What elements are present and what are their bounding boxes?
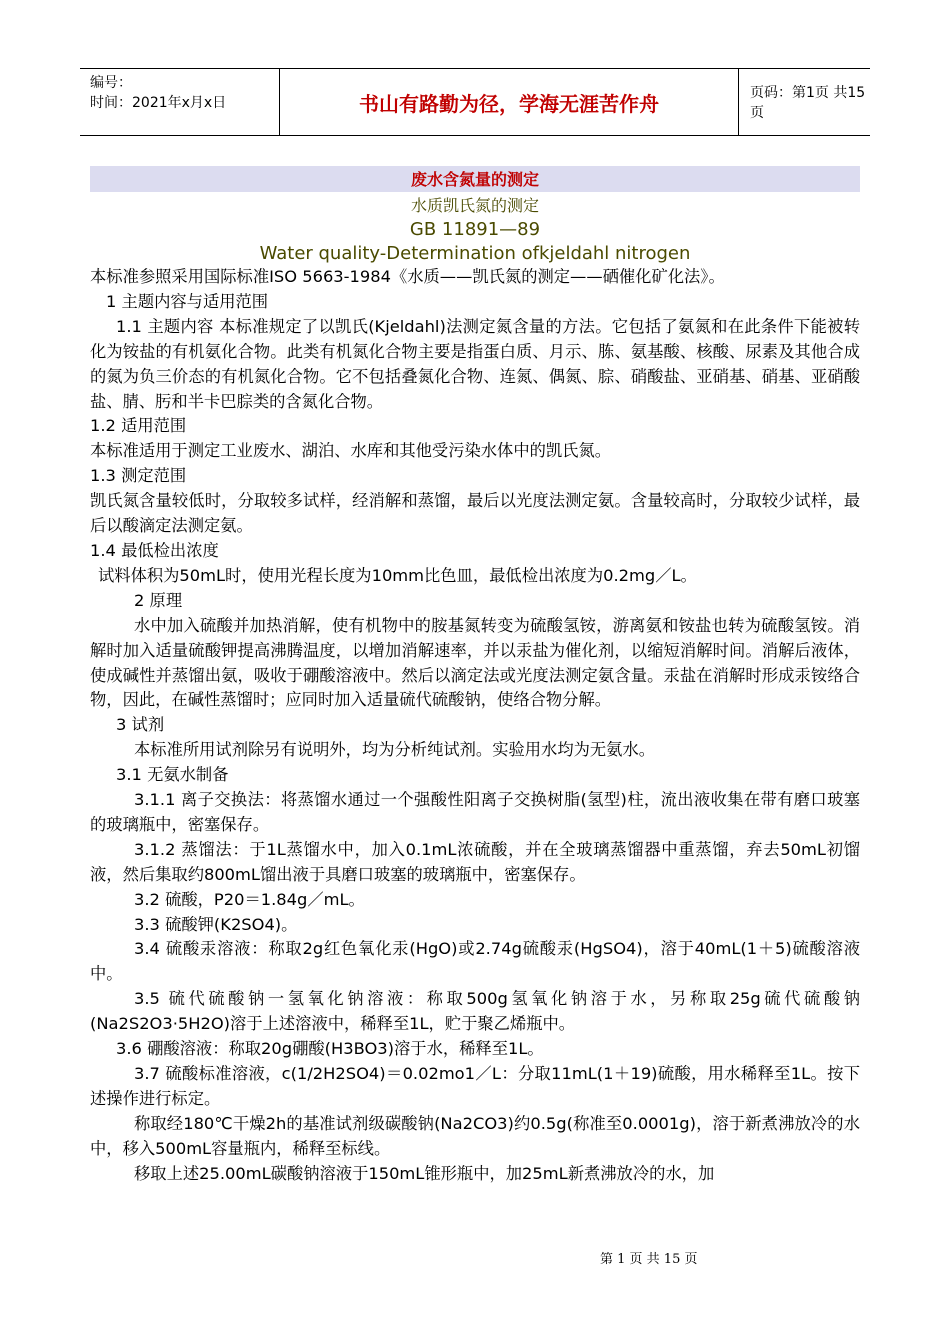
doc-title: 废水含氮量的测定 [410, 170, 539, 189]
header-table [80, 68, 870, 136]
section-heading: 1.2 适用范围 [90, 416, 187, 436]
paragraph: 3.6 硼酸溶液：称取20g硼酸(H3BO3)溶于水，稀释至1L。 [116, 1039, 544, 1059]
english-title: Water quality-Determination ofkjeldahl nitrogen [259, 243, 691, 264]
paragraph: 试料体积为50mL时，使用光程长度为10mm比色皿，最低检出浓度为0.2mg／L。 [98, 565, 697, 585]
paragraph: 1.1 主题内容 本标准规定了以凯氏(Kjeldahl)法测定氮含量的方法。它包括了氨氮和在此条件下能被转化为铵盐的有机氨化合物。此类有机氮化合物主要是指蛋白质、月示、胨、氨基酸、核酸、尿素及其他合成的氮为负三价态的有机氮化合物。它不包括叠氮化合物、连氮、偶氮、腙、硝酸盐、亚硝基、硝基、亚硝酸盐、腈、肟和半卡巴腙类的含氮化合物。 [90, 316, 860, 411]
paragraph: 3.1.1 离子交换法：将蒸馏水通过一个强酸性阳离子交换树脂(氢型)柱，流出液收集在带有磨口玻塞的玻璃瓶中，密塞保存。 [90, 790, 860, 834]
paragraph: 3.3 硫酸钾(K2SO4)。 [134, 914, 298, 934]
doc-number: 编号： [90, 75, 132, 91]
paragraph: 凯氏氮含量较低时，分取较多试样，经消解和蒸馏，最后以光度法测定氨。含量较高时，分取较少试样，最后以酸滴定法测定氨。 [90, 491, 860, 536]
paragraph: 3.5 硫代硫酸钠一氢氧化钠溶液：称取500g氢氧化钠溶于水，另称取25g硫代硫酸钠(Na2S2O3·5H2O)溶于上述溶液中，稀释至1L，贮于聚乙烯瓶中。 [90, 989, 860, 1034]
paragraph: 3.1.2 蒸馏法：于1L蒸馏水中，加入0.1mL浓硫酸，并在全玻璃蒸馏器中重蒸馏，弃去50mL初馏液，然后集取约800mL馏出液于具磨口玻塞的玻璃瓶中，密塞保存。 [90, 839, 860, 884]
section-heading: 2 原理 [134, 590, 183, 610]
header-page-number: 页码：第1页 共15页 [750, 85, 866, 121]
paragraph: 移取上述25.00mL碳酸钠溶液于150mL锥形瓶中，加25mL新煮沸放冷的水，加 [134, 1163, 715, 1183]
doc-subtitle: 水质凯氏氮的测定 [410, 196, 539, 215]
doc-time: 时间：2021年x月x日 [90, 95, 227, 111]
paragraph: 3.7 硫酸标准溶液，c(1/2H2SO4)＝0.02mo1／L：分取11mL(1＋19)硫酸，用水稀释至1L。按下述操作进行标定。 [90, 1064, 860, 1108]
paragraph: 本标准所用试剂除另有说明外，均为分析纯试剂。实验用水均为无氨水。 [134, 740, 656, 760]
paragraph: 3.4 硫酸汞溶液：称取2g红色氧化汞(HgO)或2.74g硫酸汞(HgSO4)，溶于40mL(1＋5)硫酸溶液中。 [90, 939, 860, 984]
section-heading: 1.3 测定范围 [90, 466, 187, 486]
header-meta [80, 69, 280, 135]
paragraph: 本标准适用于测定工业废水、湖泊、水库和其他受污染水体中的凯氏氮。 [90, 441, 612, 461]
paragraph: 3.2 硫酸，P20＝1.84g／mL。 [134, 889, 365, 909]
section-heading: 1.4 最低检出浓度 [90, 540, 219, 560]
section-heading: 1 主题内容与适用范围 [106, 291, 269, 311]
section-heading: 3.1 无氨水制备 [116, 765, 229, 785]
header-motto: 书山有路勤为径，学海无涯苦作舟 [280, 69, 739, 135]
paragraph: 称取经180℃干燥2h的基准试剂级碳酸钠(Na2CO3)约0.5g(称准至0.0001g)，溶于新煮沸放冷的水中，移入500mL容量瓶内，稀释至标线。 [90, 1113, 860, 1158]
section-heading: 3 试剂 [116, 715, 165, 735]
paragraph: 水中加入硫酸并加热消解，使有机物中的胺基氮转变为硫酸氢铵，游离氨和铵盐也转为硫酸氢铵。消解时加入适量硫酸钾提高沸腾温度，以增加消解速率，并以汞盐为催化剂，以缩短消解时间。消解后液体，使成碱性并蒸馏出氨，吸收于硼酸溶液中。然后以滴定法或光度法测定氨含量。汞盐在消解时形成汞铵络合物，因此，在碱性蒸馏时；应同时加入适量硫代硫酸钠，使络合物分解。 [90, 615, 860, 710]
standard-code: GB 11891—89 [409, 219, 541, 240]
paragraph: 本标准参照采用国际标准ISO 5663-1984《水质——凯氏氮的测定——硒催化矿化法》。 [90, 267, 725, 286]
page-footer: 第 1 页 共 15 页 [600, 1252, 698, 1267]
document-body [90, 265, 860, 1187]
